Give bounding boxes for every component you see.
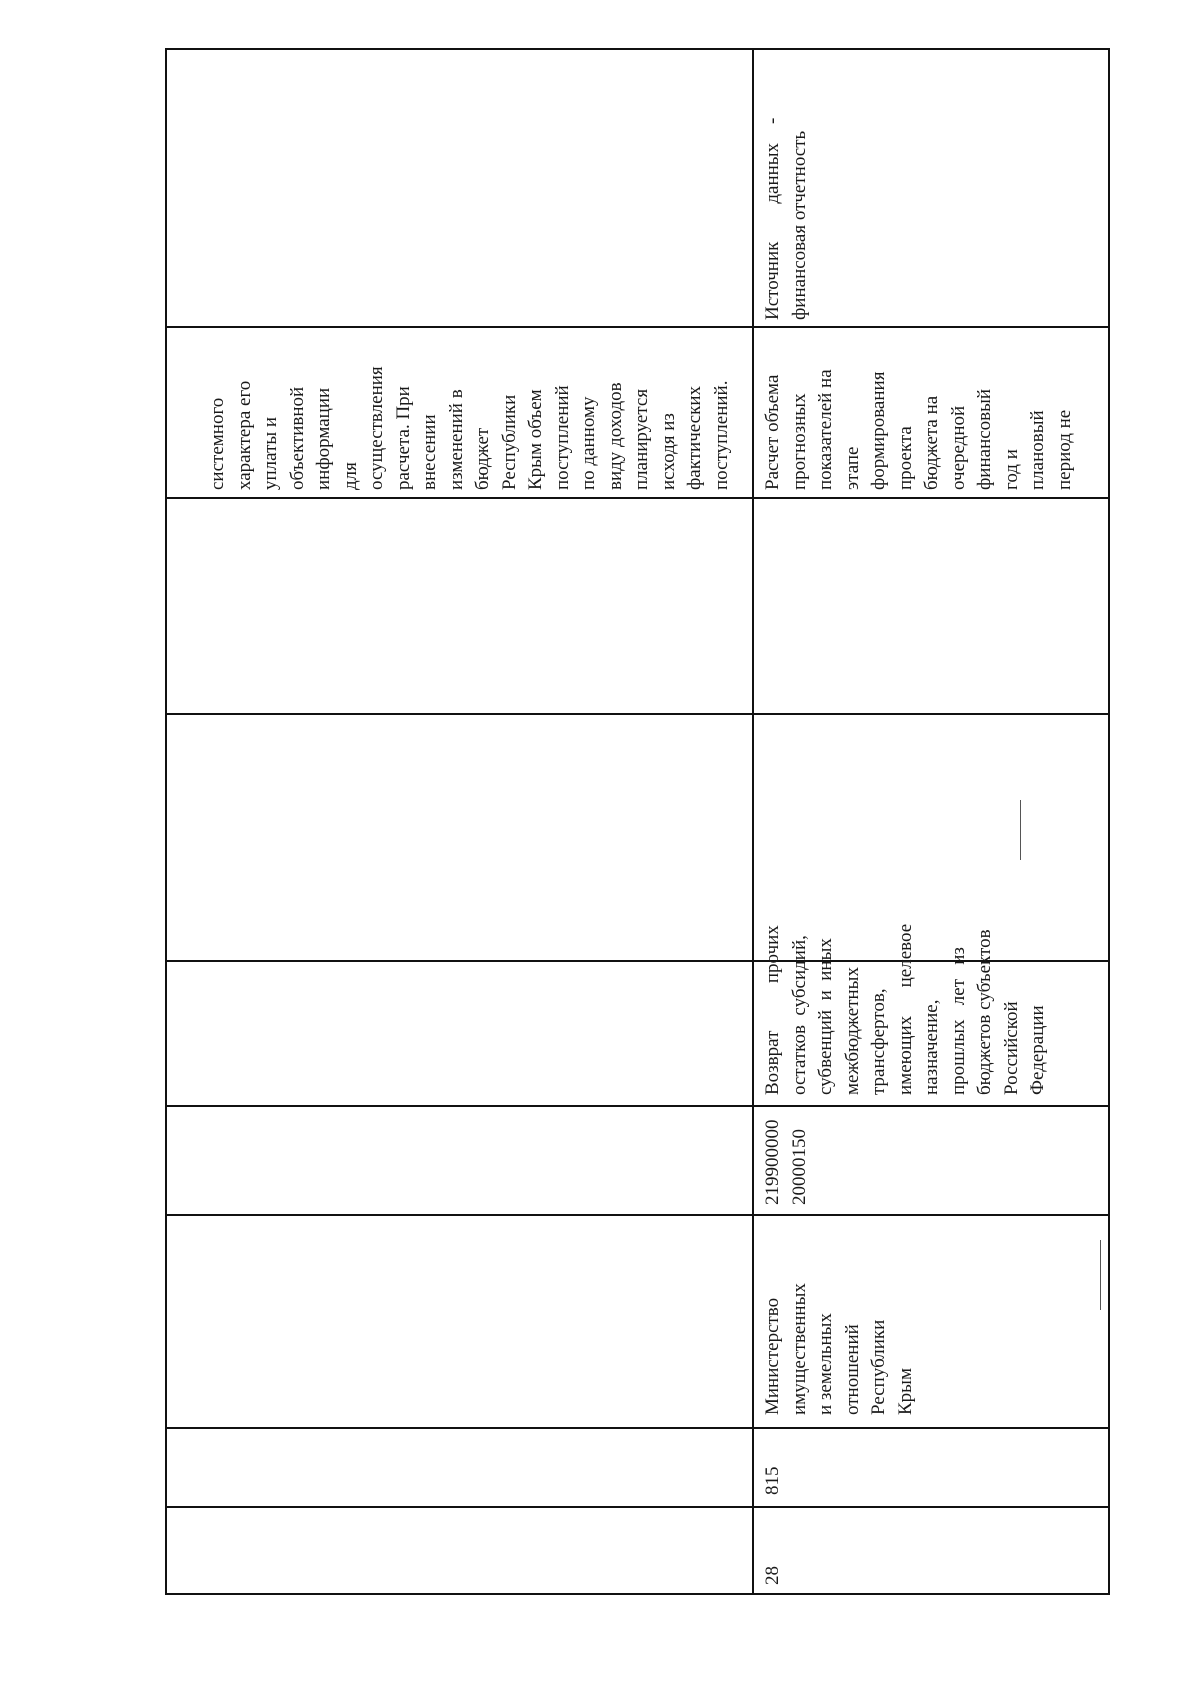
method-text-top: системного характера его уплаты и объективной информации для осуществления расчета. При внесении изменений в бюджет Республики Крым объем поступлений по данному виду доходов планируется исходя из фактических поступлений. bbox=[207, 366, 732, 490]
kbk-code: 219900000 20000150 bbox=[762, 1119, 810, 1205]
col-sep-7 bbox=[165, 497, 1110, 499]
admin-code: 815 bbox=[762, 1466, 783, 1495]
col-sep-1 bbox=[165, 1506, 1110, 1508]
col-sep-2 bbox=[165, 1427, 1110, 1429]
method-text-28: Расчет объема прогнозных показателей на этапе формирования проекта бюджета на очередной финансовый год и плановый период не bbox=[762, 369, 1075, 490]
table-border-top bbox=[165, 1593, 1110, 1595]
row-divider-28 bbox=[752, 48, 754, 1595]
income-name: Возврат прочих остатков субсидий, субвенций и иных межбюджетных трансфертов, имеющих целевое назначение, прошлых лет из бюджетов субъектов Российской Федерации bbox=[762, 923, 1048, 1095]
administrator-name: Министерство имущественных и земельных отношений Республики Крым bbox=[762, 1283, 916, 1415]
col-sep-6 bbox=[165, 713, 1110, 715]
table-border-left bbox=[165, 48, 167, 1595]
source-text: Источник данных - финансовая отчетность bbox=[762, 117, 810, 320]
col-sep-8 bbox=[165, 326, 1110, 328]
table-border-right bbox=[1108, 48, 1110, 1595]
row-number: 28 bbox=[762, 1566, 783, 1585]
scan-mark bbox=[1100, 1240, 1101, 1310]
col-sep-3 bbox=[165, 1214, 1110, 1216]
row-divider-top bbox=[165, 48, 1110, 50]
col-sep-4 bbox=[165, 1105, 1110, 1107]
scan-mark bbox=[1020, 800, 1021, 860]
